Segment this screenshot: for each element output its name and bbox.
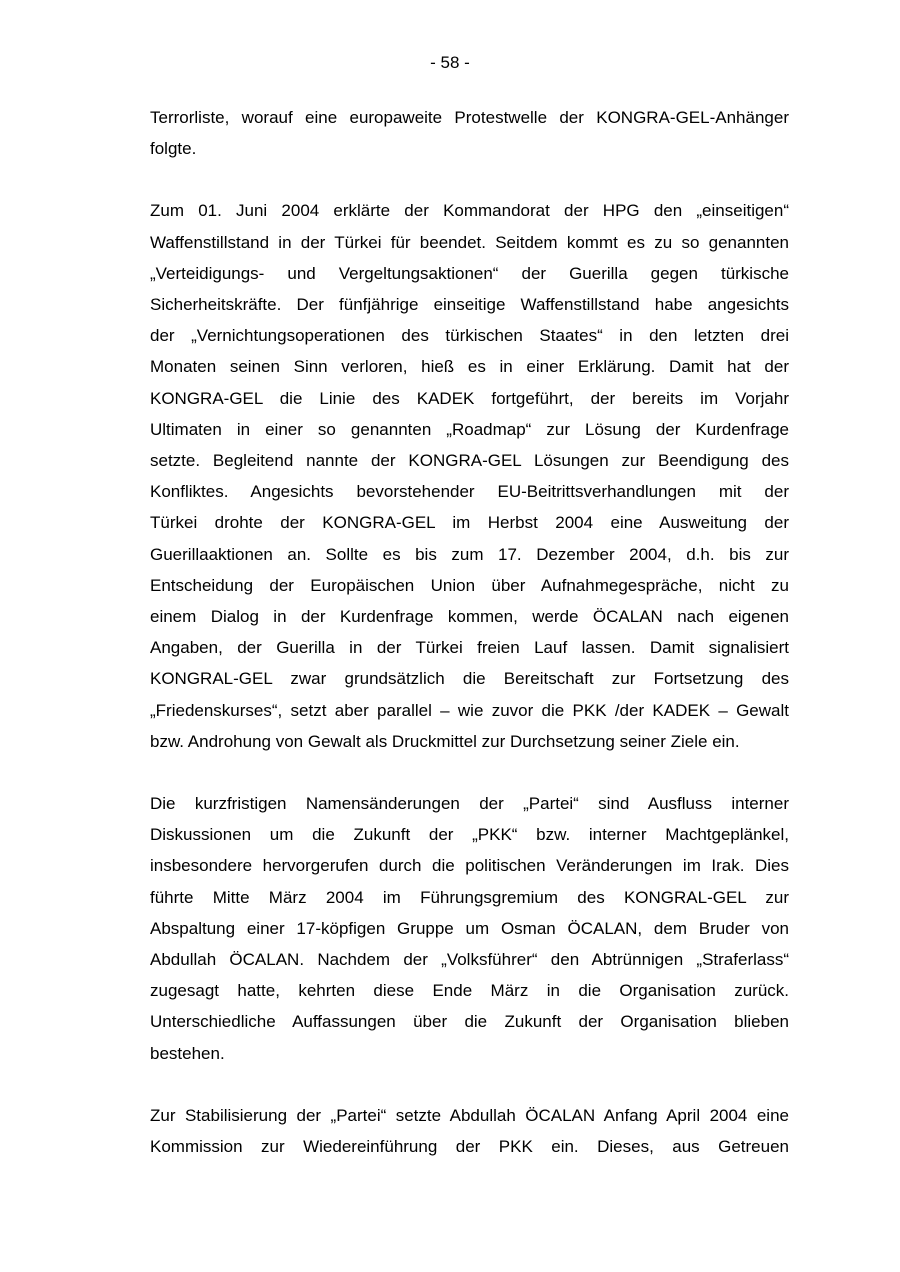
text-line: insbesondere hervorgerufen durch die politischen Veränderungen im Irak. Dies <box>150 856 789 876</box>
text-line: Unterschiedliche Auffassungen über die Zukunft der Organisation blieben <box>150 1012 789 1032</box>
text-line: Die kurzfristigen Namensänderungen der „Partei“ sind Ausfluss interner <box>150 794 789 814</box>
text-line: Entscheidung der Europäischen Union über Aufnahmegespräche, nicht zu <box>150 575 789 595</box>
text-line: Sicherheitskräfte. Der fünfjährige einseitige Waffenstillstand habe angesichts <box>150 295 789 315</box>
text-line: KONGRA-GEL die Linie des KADEK fortgeführt, der bereits im Vorjahr <box>150 388 789 408</box>
text-line: Diskussionen um die Zukunft der „PKK“ bzw. interner Machtgeplänkel, <box>150 825 789 845</box>
text-line: „Friedenskurses“, setzt aber parallel – wie zuvor die PKK /der KADEK – Gewalt <box>150 700 789 720</box>
text-line: folgte. <box>150 139 197 159</box>
text-line: „Verteidigungs- und Vergeltungsaktionen“ der Guerilla gegen türkische <box>150 263 789 283</box>
paragraph <box>150 195 789 757</box>
text-line: Terrorliste, worauf eine europaweite Protestwelle der KONGRA-GEL-Anhänger <box>150 108 789 127</box>
text-line: einem Dialog in der Kurdenfrage kommen, werde ÖCALAN nach eigenen <box>150 607 789 627</box>
text-line: Guerillaaktionen an. Sollte es bis zum 17. Dezember 2004, d.h. bis zur <box>150 544 789 564</box>
text-line: Abspaltung einer 17-köpfigen Gruppe um Osman ÖCALAN, dem Bruder von <box>150 918 789 938</box>
text-line: der „Vernichtungsoperationen des türkischen Staates“ in den letzten drei <box>150 326 789 346</box>
text-line: bzw. Androhung von Gewalt als Druckmittel zur Durchsetzung seiner Ziele ein. <box>150 731 740 751</box>
text-line: Waffenstillstand in der Türkei für beendet. Seitdem kommt es zu so genannten <box>150 232 789 252</box>
text-line: Konfliktes. Angesichts bevorstehender EU-Beitrittsverhandlungen mit der <box>150 482 789 502</box>
paragraph <box>150 1100 789 1162</box>
page-number: - 58 - <box>430 53 470 72</box>
text-line: Abdullah ÖCALAN. Nachdem der „Volksführer“ den Abtrünnigen „Straferlass“ <box>150 950 789 970</box>
text-line: zugesagt hatte, kehrten diese Ende März in die Organisation zurück. <box>150 981 789 1001</box>
text-line: führte Mitte März 2004 im Führungsgremium des KONGRAL-GEL zur <box>150 887 789 907</box>
text-line: KONGRAL-GEL zwar grundsätzlich die Bereitschaft zur Fortsetzung des <box>150 669 789 689</box>
text-line: bestehen. <box>150 1043 225 1063</box>
body-text <box>150 102 789 1193</box>
text-line: Ultimaten in einer so genannten „Roadmap“ zur Lösung der Kurdenfrage <box>150 419 789 439</box>
paragraph <box>150 788 789 1069</box>
paragraph <box>150 102 789 164</box>
text-line: Monaten seinen Sinn verloren, hieß es in einer Erklärung. Damit hat der <box>150 357 789 377</box>
text-line: Angaben, der Guerilla in der Türkei freien Lauf lassen. Damit signalisiert <box>150 638 789 658</box>
text-line: Zur Stabilisierung der „Partei“ setzte Abdullah ÖCALAN Anfang April 2004 eine <box>150 1105 789 1125</box>
text-line: Zum 01. Juni 2004 erklärte der Kommandorat der HPG den „einseitigen“ <box>150 201 789 221</box>
text-line: setzte. Begleitend nannte der KONGRA-GEL Lösungen zur Beendigung des <box>150 451 789 471</box>
text-line: Kommission zur Wiedereinführung der PKK ein. Dieses, aus Getreuen <box>150 1137 789 1157</box>
text-line: Türkei drohte der KONGRA-GEL im Herbst 2004 eine Ausweitung der <box>150 513 789 533</box>
